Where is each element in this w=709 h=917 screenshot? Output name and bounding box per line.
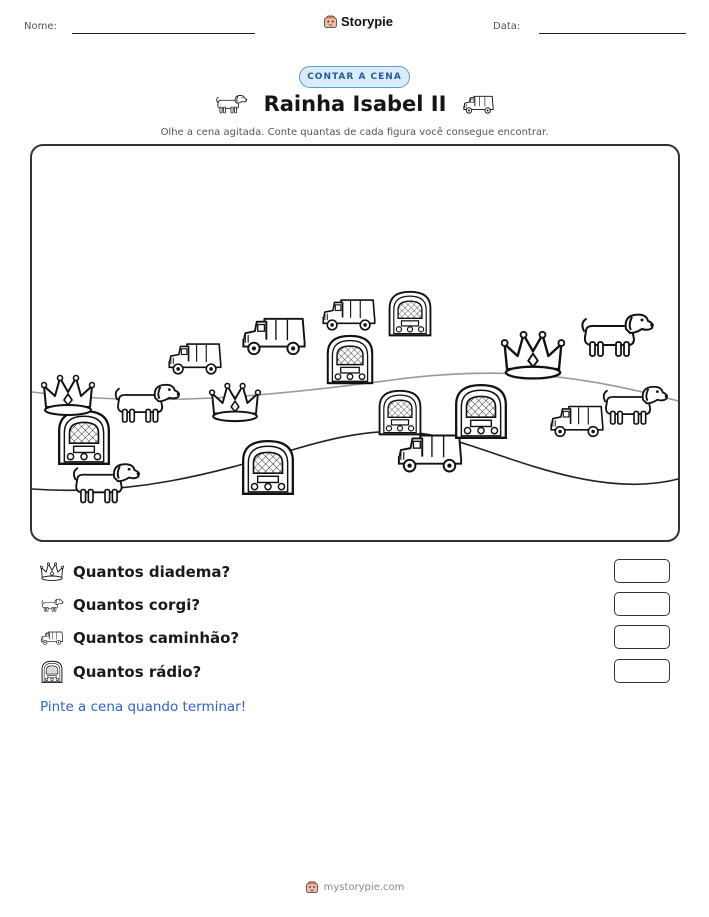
storypie-logo-icon [305, 880, 319, 894]
crown-figure [41, 374, 95, 418]
corgi-icon [214, 93, 248, 116]
question-text: Quantos corgi? [73, 596, 201, 614]
question-row-corgi [40, 592, 670, 618]
name-line[interactable] [72, 33, 255, 34]
date-label: Data: [493, 21, 521, 32]
truck-icon [462, 94, 495, 115]
activity-badge: CONTAR A CENA [299, 66, 410, 88]
instructions: Olhe a cena agitada. Conte quantas de cada figura você consegue encontrar. [160, 127, 549, 138]
name-label: Nome: [24, 21, 57, 32]
truck-figure [320, 296, 378, 333]
radio-figure [387, 289, 433, 339]
radio-figure [325, 333, 375, 387]
scene-panel [30, 144, 680, 542]
crown-figure [501, 330, 565, 382]
page-title: Rainha Isabel II [263, 92, 447, 116]
radio-figure [377, 388, 423, 438]
storypie-logo [323, 14, 393, 29]
radio-figure [240, 438, 296, 498]
corgi-figure [576, 308, 656, 364]
corgi-figure [110, 378, 182, 430]
question-row-radio [40, 659, 670, 685]
truck-figure [239, 314, 309, 358]
answer-box-crown[interactable] [614, 559, 670, 583]
question-text: Quantos caminhão? [73, 629, 240, 647]
footer-url[interactable]: mystorypie.com [323, 881, 405, 893]
corgi-icon [40, 597, 64, 614]
storypie-logo-icon [323, 14, 338, 29]
corgi-figure [598, 380, 670, 432]
footer [0, 880, 709, 894]
brand-name: Storypie [341, 14, 394, 29]
question-text: Quantos rádio? [73, 663, 202, 681]
corgi-figure [68, 458, 142, 510]
truck-icon [40, 630, 64, 646]
crown-figure [209, 382, 261, 424]
answer-box-corgi[interactable] [614, 592, 670, 616]
coloring-note: Pinte a cena quando terminar! [40, 699, 247, 715]
truck-figure [166, 340, 224, 377]
date-line[interactable] [539, 33, 686, 34]
question-row-crown [40, 559, 670, 585]
question-text: Quantos diadema? [73, 563, 231, 581]
answer-box-radio[interactable] [614, 659, 670, 683]
answer-box-truck[interactable] [614, 625, 670, 649]
title-row [0, 92, 709, 116]
radio-figure [453, 382, 509, 442]
question-row-truck [40, 625, 670, 651]
crown-icon [40, 562, 64, 582]
radio-icon [40, 660, 64, 684]
